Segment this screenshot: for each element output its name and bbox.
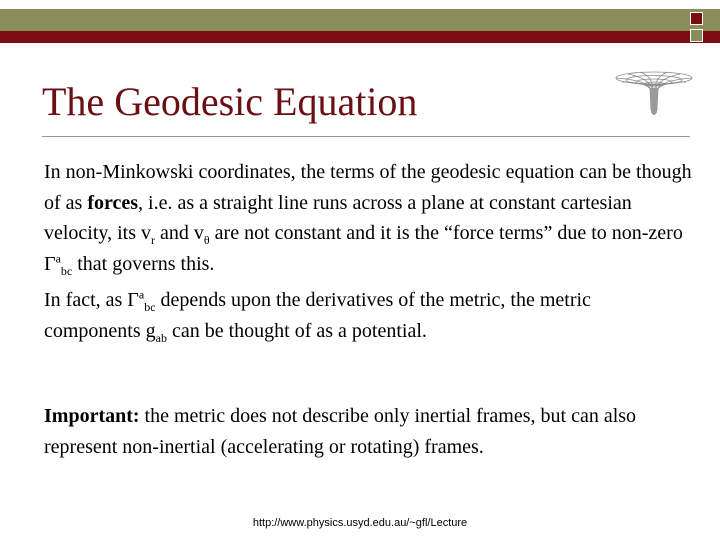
p1-sub-bc: bc <box>60 263 73 278</box>
paragraph-forces <box>44 157 692 279</box>
slide-title: The Geodesic Equation <box>42 79 418 124</box>
funnel-grid-icon <box>614 66 694 122</box>
title-divider <box>42 136 690 137</box>
p2-sub-ab: ab <box>155 330 167 345</box>
p1-text-4: are not constant and it is the “force terms” due to non-zero Γ <box>44 222 683 275</box>
p1-text-2: , i.e. as a straight line runs across a plane at constant cartesian velocity, its v <box>44 191 632 244</box>
p1-text-5: that governs this. <box>72 252 215 275</box>
p3-bold-important: Important: <box>44 405 140 427</box>
p1-text-3: and v <box>155 222 204 244</box>
corner-square-maroon <box>690 12 703 25</box>
p1-sub-r: r <box>151 233 156 247</box>
corner-squares-decoration <box>690 12 705 43</box>
p2-text-2: depends upon the derivatives of the metric, the metric components g <box>44 289 591 342</box>
p2-sub-bc: bc <box>144 300 156 314</box>
p1-sup-a: a <box>55 250 61 265</box>
p1-text-1: In non-Minkowski coordinates, the terms of the geodesic equation can be though of as <box>44 161 692 214</box>
p3-text-1: the metric does not describe only inertial frames, but can also represent non-inertial (accelerating or rotating) frames. <box>44 405 637 458</box>
footer-url[interactable]: http://www.physics.usyd.edu.au/~gfl/Lecture <box>252 517 468 529</box>
p2-sup-a: a <box>138 287 145 302</box>
paragraph-potential <box>44 285 692 346</box>
corner-square-olive <box>690 29 703 42</box>
header-bar-maroon <box>0 31 720 43</box>
p1-sub-theta: θ <box>203 233 210 247</box>
p2-text-1: In fact, as Γ <box>44 289 139 311</box>
header-bar-olive <box>0 9 720 31</box>
p1-bold-forces: forces <box>87 191 139 214</box>
p2-text-3: can be thought of as a potential. <box>166 319 427 342</box>
paragraph-important <box>44 401 692 462</box>
